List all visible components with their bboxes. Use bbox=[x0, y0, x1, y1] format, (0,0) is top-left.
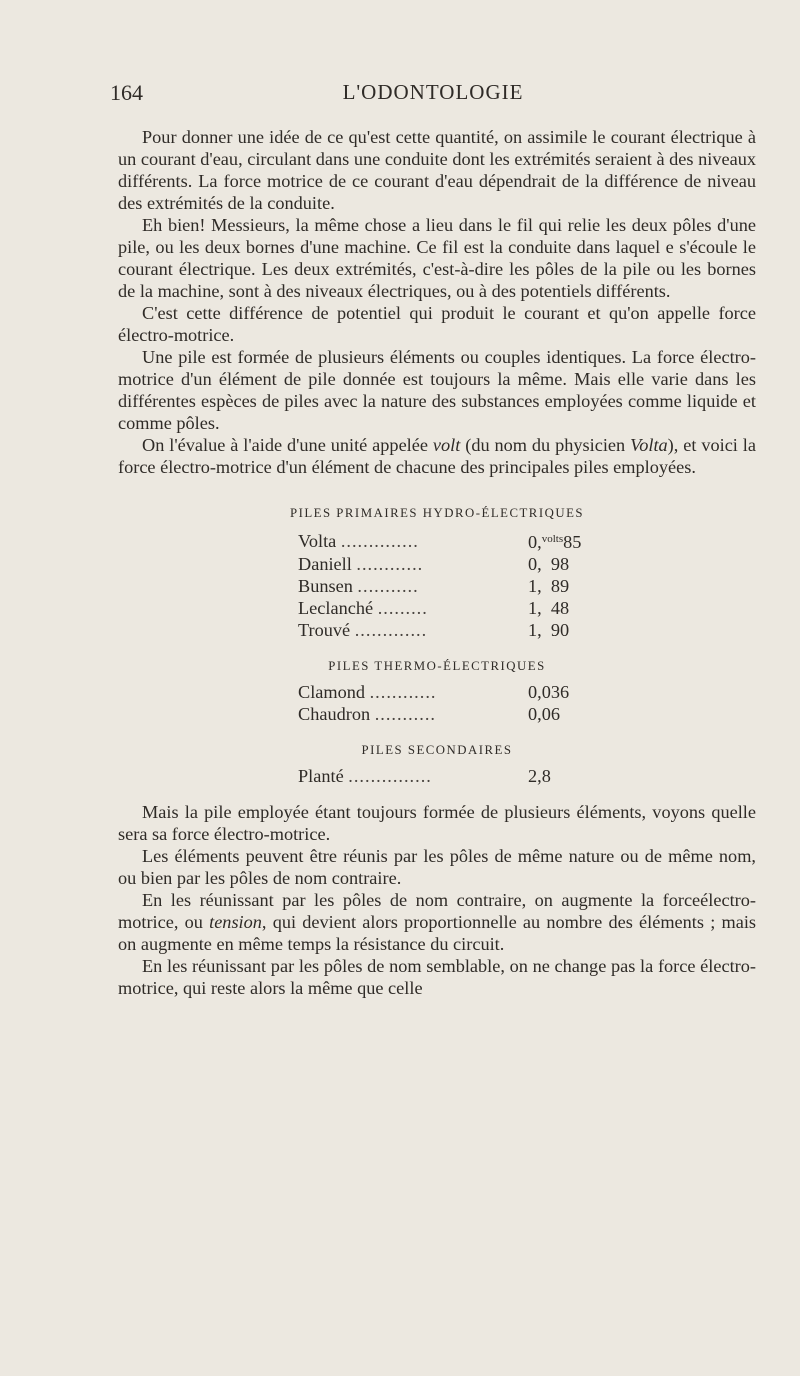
text-run: En les réunissant par les pôles de nom contraire, on augmente la forceélectro-motrice, ou bbox=[118, 890, 756, 932]
dot-leader: ............ bbox=[356, 554, 424, 574]
term-tension: tension bbox=[209, 912, 262, 932]
text-run: On l'évalue à l'aide d'une unité appelée bbox=[142, 435, 433, 455]
pile-value: 1, bbox=[528, 576, 542, 596]
table-row bbox=[298, 528, 581, 553]
table-row bbox=[298, 619, 581, 641]
closing-paragraphs bbox=[118, 801, 756, 999]
pile-value: 2,8 bbox=[528, 766, 551, 786]
pile-value: 0,036 bbox=[528, 682, 570, 702]
paragraph bbox=[118, 434, 756, 478]
table-primaires bbox=[298, 528, 581, 641]
term-volt: volt bbox=[432, 435, 461, 455]
page-number: 164 bbox=[110, 80, 143, 105]
pile-decimals: 85 bbox=[563, 532, 582, 552]
section-title-primaires: PILES PRIMAIRES HYDRO-ÉLECTRIQUES bbox=[289, 506, 585, 520]
pile-name: Chaudron bbox=[298, 704, 371, 724]
pile-name: Clamond bbox=[298, 682, 366, 702]
dot-leader: ............... bbox=[348, 766, 432, 786]
pile-name: Trouvé bbox=[298, 620, 351, 640]
page-body bbox=[118, 126, 756, 999]
table-row bbox=[298, 553, 581, 575]
running-title: L'ODONTOLOGIE bbox=[342, 80, 524, 104]
paragraph: Mais la pile employée étant toujours formée de plusieurs éléments, voyons quelle sera sa force électro-motrice. bbox=[118, 802, 756, 844]
text-run: , qui devient alors proportionnelle au nombre des éléments ; mais on augmente en même temps la résistance du circuit. bbox=[118, 912, 757, 954]
pile-value: 0, bbox=[528, 532, 542, 552]
unit-label: volts bbox=[541, 533, 564, 545]
pile-name: Leclanché bbox=[298, 598, 374, 618]
pile-decimals: 89 bbox=[550, 576, 570, 596]
table-row bbox=[298, 597, 581, 619]
paragraph: C'est cette différence de potentiel qui produit le courant et qu'on appelle force électro-motrice. bbox=[118, 303, 756, 345]
paragraph bbox=[118, 889, 756, 955]
paragraph: Les éléments peuvent être réunis par les pôles de même nature ou de même nom, ou bien par les pôles de nom contraire. bbox=[118, 846, 756, 888]
section-title-secondaires: PILES SECONDAIRES bbox=[361, 743, 513, 757]
table-thermo bbox=[298, 681, 569, 725]
pile-name: Planté bbox=[298, 766, 344, 786]
paragraph: En les réunissant par les pôles de nom semblable, on ne change pas la force électro-motrice, qui reste alors la même que celle bbox=[118, 956, 756, 998]
pile-value: 1, bbox=[528, 620, 542, 640]
pile-decimals: 48 bbox=[550, 598, 570, 618]
pile-name: Daniell bbox=[298, 554, 352, 574]
section-title-thermo: PILES THERMO-ÉLECTRIQUES bbox=[328, 659, 546, 673]
paragraph: Eh bien! Messieurs, la même chose a lieu dans le fil qui relie les deux pôles d'une pile, ou les deux bornes d'une machine. Ce fil est la conduite dans laquel e s'écoule le courant électrique. Les deux extrémités, c'est-à-dire les pôles de la pile ou les bornes de la machine, sont à des niveaux électriques, ou à des potentiels différents. bbox=[118, 215, 756, 301]
pile-name: Volta bbox=[298, 530, 337, 551]
dot-leader: ............. bbox=[354, 620, 428, 640]
pile-name: Bunsen bbox=[298, 576, 353, 596]
page-header bbox=[110, 80, 756, 110]
pile-value: 1, bbox=[528, 598, 542, 618]
dot-leader: ............ bbox=[369, 682, 437, 702]
term-volta: Volta bbox=[630, 435, 668, 455]
paragraph: Une pile est formée de plusieurs éléments ou couples identiques. La force électro-motrice d'un élément de pile donnée est toujours la même. Mais elle varie dans les différentes espèces de piles avec la nature des substances employées comme liquide et comme pôles. bbox=[118, 347, 756, 433]
text-run: ), et voici la force électro-motrice d'un élément de chacune des principales piles employées. bbox=[118, 435, 756, 477]
text-run: (du nom du physicien bbox=[460, 435, 631, 455]
table-row bbox=[298, 575, 581, 597]
paragraph: Pour donner une idée de ce qu'est cette quantité, on assimile le courant électrique à un courant d'eau, circulant dans une conduite dont les extrémités seraient à des niveaux différents. La force motrice de ce courant d'eau dépendrait de la différence de niveau des extrémités de la conduite. bbox=[118, 127, 756, 213]
pile-decimals: 98 bbox=[550, 554, 570, 574]
pile-value: 0,06 bbox=[528, 704, 560, 724]
pile-decimals: 90 bbox=[550, 620, 570, 640]
table-row bbox=[298, 703, 569, 725]
pile-value: 0, bbox=[528, 554, 542, 574]
table-row bbox=[298, 681, 569, 703]
dot-leader: .............. bbox=[340, 530, 419, 551]
dot-leader: ........... bbox=[374, 704, 436, 724]
dot-leader: ........... bbox=[357, 576, 419, 596]
table-row bbox=[298, 765, 551, 787]
dot-leader: ......... bbox=[377, 598, 428, 618]
table-secondaires bbox=[298, 765, 551, 787]
